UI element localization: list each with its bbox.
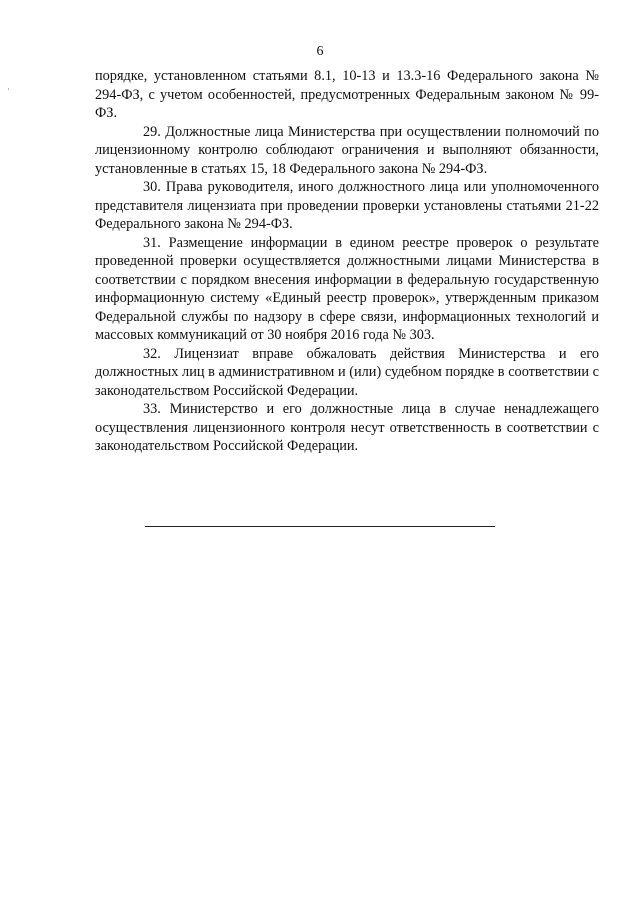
page-number: 6 <box>316 44 324 59</box>
paragraph-item-31: 31. Размещение информации в едином реестре проверок о результате проведенной проверки осуществляется должностными лицами Министерства в соответствии с порядком внесения информации в федеральную государственную информационную систему «Единый реестр проверок», утвержденным приказом Федеральной службы по надзору в сфере связи, информационных технологий и массовых коммуникаций от 30 ноября 2016 года № 303. <box>95 234 599 343</box>
paragraph-item-30: 30. Права руководителя, иного должностного лица или уполномоченного представителя лицензиата при проведении проверки установлены статьями 21-22 Федерального закона № 294-ФЗ. <box>95 179 599 232</box>
paragraph-continuation: порядке, установленном статьями 8.1, 10-13 и 13.3-16 Федерального закона № 294-ФЗ, с учетом особенностей, предусмотренных Федеральным законом № 99-ФЗ. <box>95 68 599 121</box>
end-of-document-divider <box>145 526 495 527</box>
paragraph-item-33: 33. Министерство и его должностные лица в случае ненадлежащего осуществления лицензионного контроля несут ответственность в соответствии с законодательством Российской Федерации. <box>95 401 599 454</box>
paragraph-item-32: 32. Лицензиат вправе обжаловать действия Министерства и его должностных лиц в административном и (или) судебном порядке в соответствии с законодательством Российской Федерации. <box>95 345 599 399</box>
paragraph-item-29: 29. Должностные лица Министерства при осуществлении полномочий по лицензионному контролю соблюдают ограничения и выполняют обязанности, установленные в статьях 15, 18 Федерального закона № 294-ФЗ. <box>95 123 599 177</box>
document-body <box>95 67 599 456</box>
scan-margin-mark <box>8 88 9 90</box>
